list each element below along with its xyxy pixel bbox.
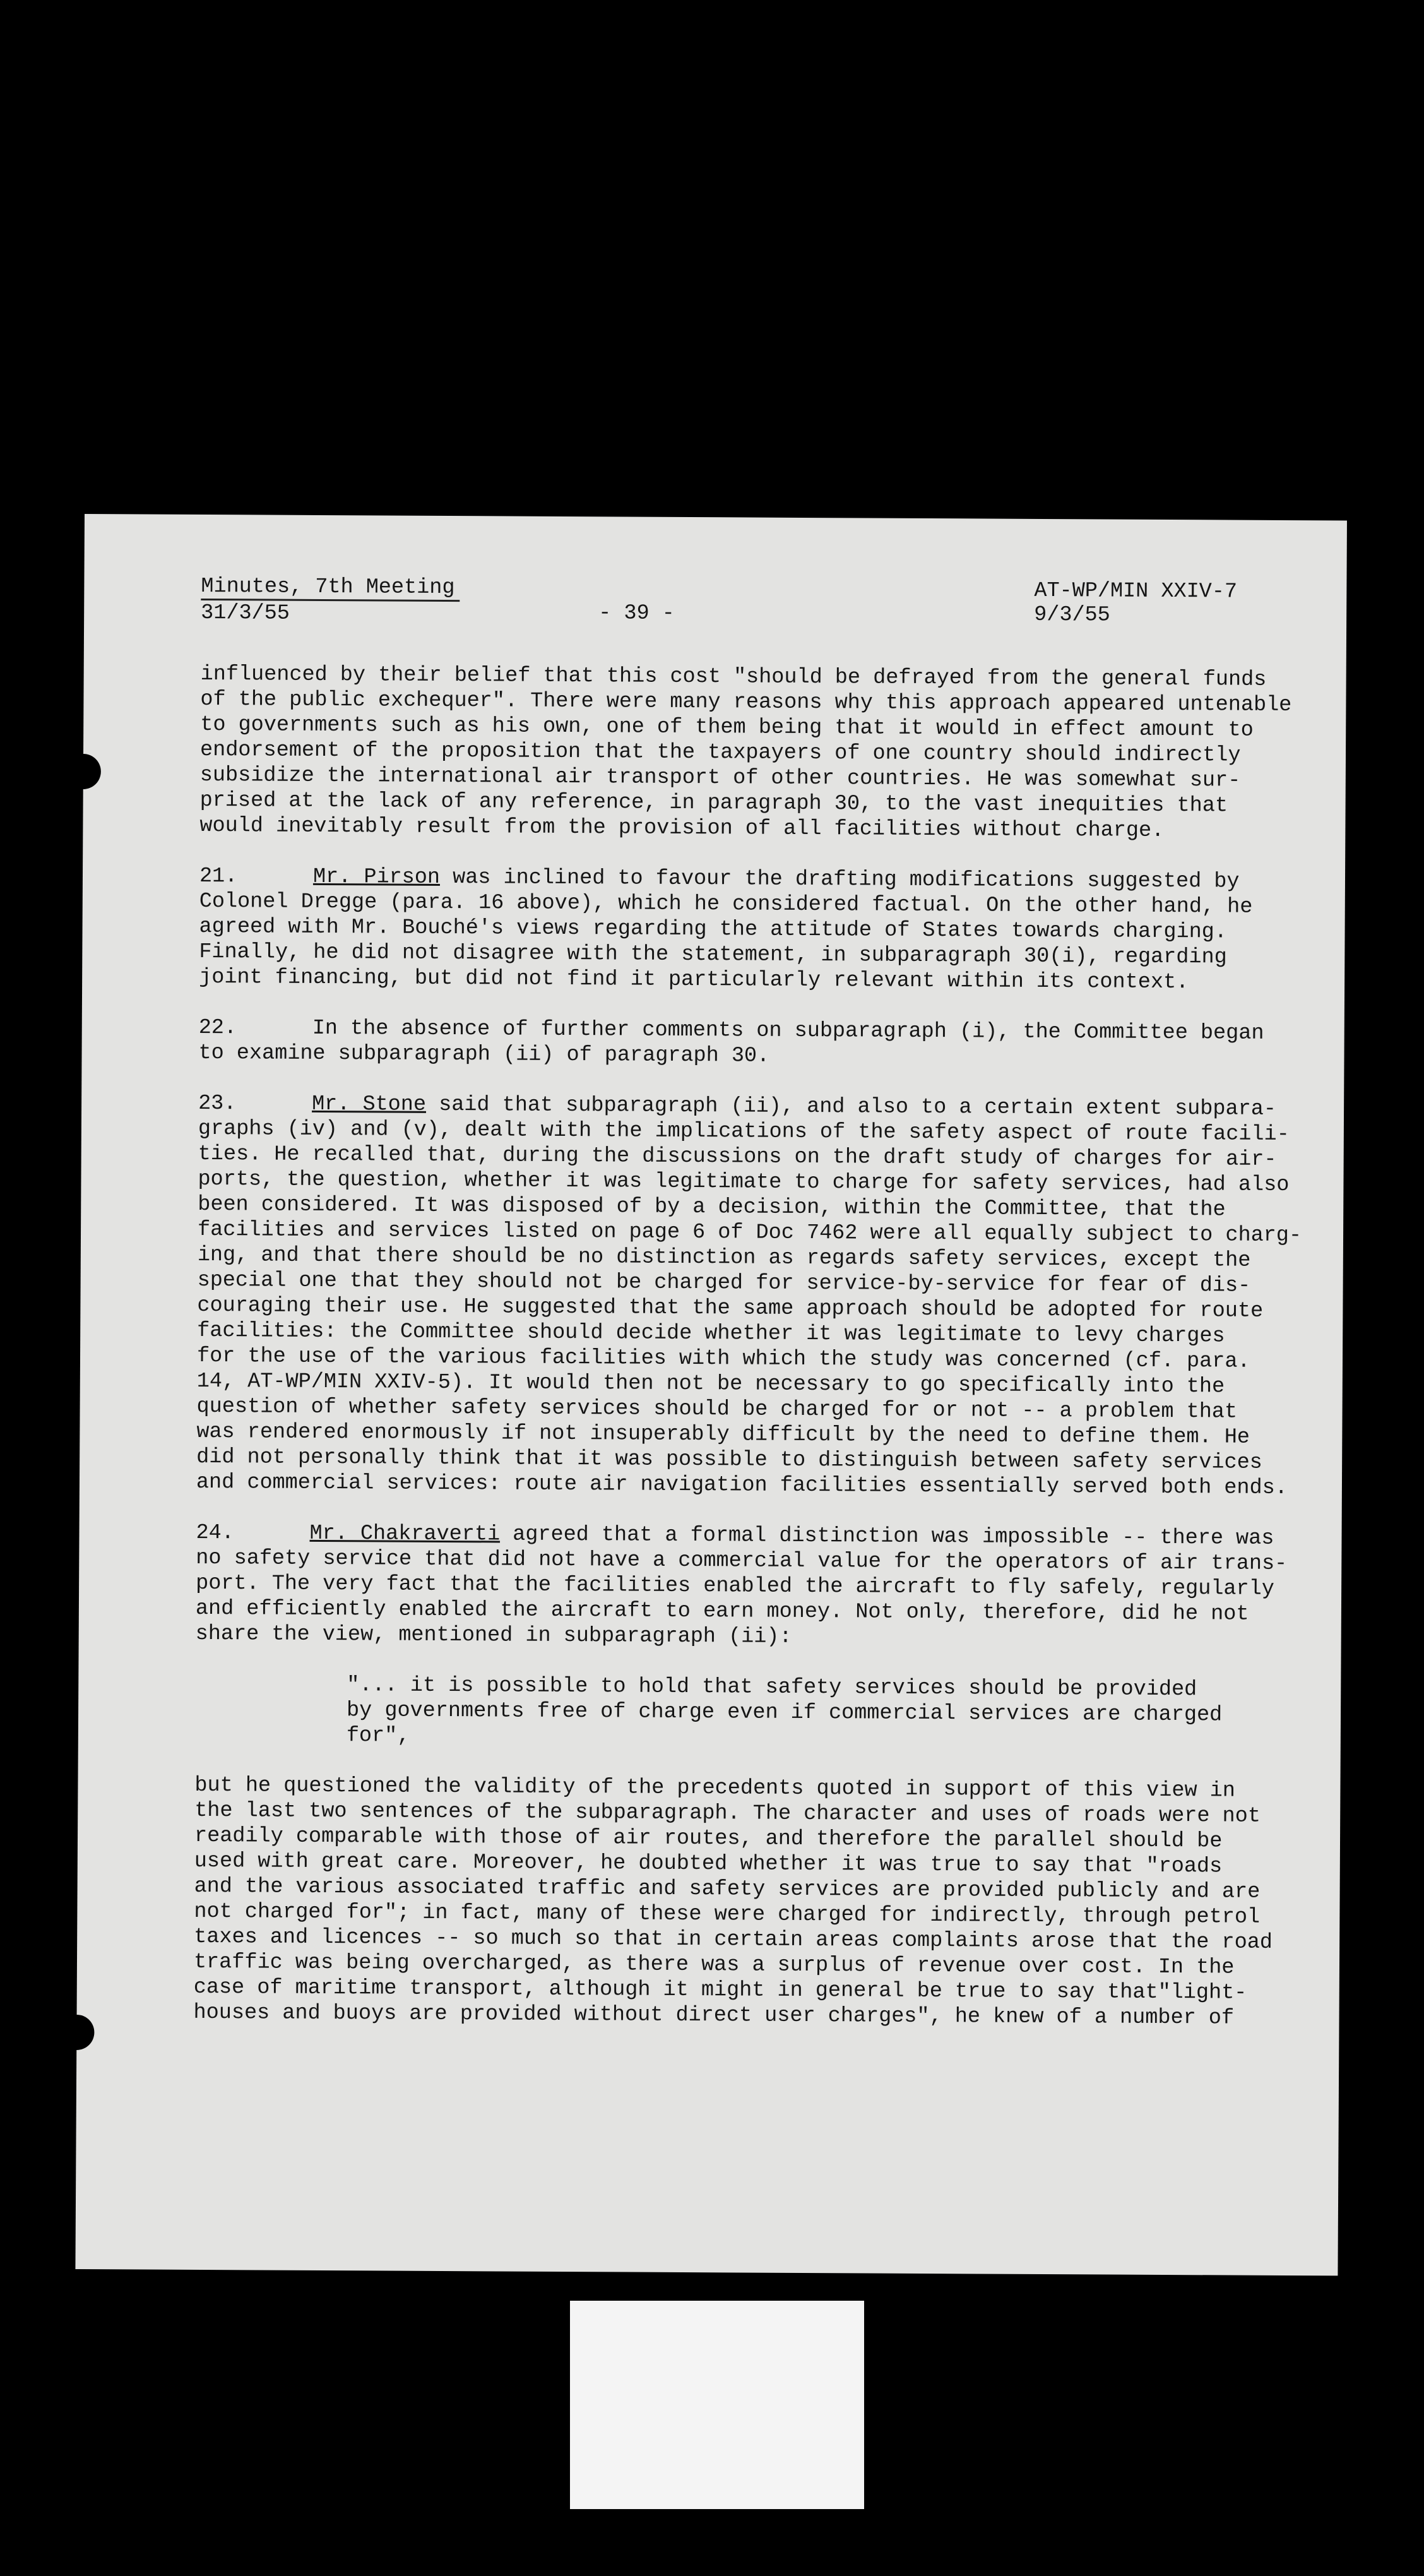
page-number: - 39 -: [598, 601, 675, 626]
quote-line: by governments free of charge even if commercial services are charged: [346, 1698, 1223, 1727]
paragraph-24-continuation: [193, 1773, 1293, 2031]
text-line: case of maritime transport, although it might in general be true to say that"light-: [193, 1975, 1247, 2005]
text-line: facilities and services listed on page 6 of Doc 7462 were all equally subject to charg-: [197, 1217, 1302, 1248]
punch-hole: [59, 2015, 94, 2050]
text-line: but he questioned the validity of the precedents quoted in support of this view in: [194, 1773, 1236, 1803]
meeting-title: Minutes, 7th Meeting: [201, 575, 460, 602]
text-line: graphs (iv) and (v), dealt with the implications of the safety aspect of route facili-: [198, 1116, 1290, 1147]
text-fragment: agreed that a formal distinction was impossible -- there was: [500, 1522, 1274, 1551]
text-fragment: was inclined to favour the drafting modifications suggested by: [439, 865, 1240, 894]
block-quote: [347, 1673, 1294, 1753]
text-line: taxes and licences -- so much so that in certain areas complaints arose that the road: [194, 1924, 1273, 1955]
text-line: 14, AT-WP/MIN XXIV-5). It would then not be necessary to go specifically into the: [196, 1369, 1225, 1399]
text-line: subsidize the international air transport of other countries. He was somewhat sur-: [199, 763, 1241, 793]
text-line: would inevitably result from the provision of all facilities without charge.: [199, 813, 1165, 843]
text-line: houses and buoys are provided without direct user charges", he knew of a number of: [193, 2000, 1235, 2030]
document-date: 9/3/55: [1034, 602, 1110, 628]
text-line: been considered. It was disposed of by a decision, within the Committee, that the: [198, 1192, 1226, 1222]
paragraph-23: [196, 1091, 1302, 1501]
text-line: and efficiently enabled the aircraft to earn money. Not only, therefore, did he not: [195, 1596, 1249, 1626]
punch-hole: [66, 754, 101, 789]
text-line: facilities: the Committee should decide whether it was legitimate to levy charges: [197, 1318, 1225, 1349]
document-reference: AT-WP/MIN XXIV-7: [1034, 578, 1238, 604]
blank-target-card: [570, 2301, 864, 2509]
header-left: [201, 575, 466, 627]
minutes-date: 31/3/55: [201, 600, 290, 626]
text-line: not charged for"; in fact, many of these were charged for indirectly, through petrol: [194, 1899, 1261, 1929]
text-line: Finally, he did not disagree with the statement, in subparagraph 30(i), regarding: [199, 939, 1227, 970]
text-line: Colonel Dregge (para. 16 above), which he considered factual. On the other hand, he: [199, 889, 1253, 919]
text-fragment: In the absence of further comments on subparagraph (i), the Committee began: [312, 1016, 1264, 1046]
text-line: joint financing, but did not find it particularly relevant within its context.: [199, 965, 1189, 995]
page-header: [201, 575, 1302, 637]
paragraph-22: [198, 1015, 1296, 1071]
text-line: did not personally think that it was possible to distinguish between safety services: [196, 1445, 1262, 1475]
text-line: share the view, mentioned in subparagraph (ii):: [195, 1621, 792, 1649]
text-line: to governments such as his own, one of them being that it would in effect amount to: [200, 712, 1254, 742]
text-line: and the various associated traffic and safety services are provided publicly and are: [194, 1874, 1261, 1904]
speaker-name: Mr. Pirson: [312, 864, 441, 890]
text-line: and commercial services: route air navigation facilities essentially served both ends.: [196, 1470, 1288, 1500]
text-line: ing, and that there should be no distinction as regards safety services, except the: [197, 1243, 1251, 1273]
text-line: was rendered enormously if not insuperably difficult by the need to define them. He: [196, 1419, 1250, 1450]
paragraph-21: [199, 864, 1298, 996]
paragraph-continued: [199, 662, 1298, 844]
text-line: agreed with Mr. Bouché's views regarding the attitude of States towards charging.: [199, 914, 1228, 945]
text-line: to examine subparagraph (ii) of paragraph 30.: [198, 1041, 770, 1068]
paragraph-24: [196, 1520, 1295, 1652]
text-line: ports, the question, whether it was legitimate to charge for safety services, had also: [198, 1167, 1290, 1198]
text-line: special one that they should not be charged for service-by-service for fear of dis-: [197, 1268, 1251, 1298]
text-line: port. The very fact that the facilities enabled the aircraft to fly safely, regularly: [196, 1571, 1274, 1601]
speaker-name: Mr. Chakraverti: [309, 1521, 501, 1547]
text-line: couraging their use. He suggested that the same approach should be adopted for route: [197, 1293, 1264, 1323]
document-page: [75, 514, 1347, 2275]
text-line: influenced by their belief that this cost "should be defrayed from the general funds: [200, 662, 1267, 692]
text-line: used with great care. Moreover, he doubted whether it was true to say that "roads: [194, 1849, 1223, 1879]
text-fragment: said that subparagraph (ii), and also to a certain extent subpara-: [425, 1092, 1277, 1121]
text-line: ties. He recalled that, during the discussions on the draft study of charges for air-: [198, 1142, 1277, 1172]
text-line: readily comparable with those of air routes, and therefore the parallel should be: [194, 1823, 1223, 1854]
text-line: prised at the lack of any reference, in paragraph 30, to the vast inequities that: [199, 788, 1228, 818]
speaker-name: Mr. Stone: [312, 1092, 427, 1117]
paragraph-number: 21.: [199, 864, 238, 889]
quote-line: for",: [346, 1724, 410, 1748]
text-line: no safety service that did not have a commercial value for the operators of air trans-: [196, 1546, 1288, 1576]
text-line: the last two sentences of the subparagraph. The character and uses of roads were not: [194, 1798, 1261, 1828]
text-line: question of whether safety services should be charged for or not -- a problem that: [196, 1394, 1238, 1424]
header-right: [1034, 579, 1286, 628]
text-line: of the public exchequer". There were many reasons why this approach appeared untenable: [200, 687, 1292, 718]
text-line: traffic was being overcharged, as there was a surplus of revenue over cost. In the: [193, 1950, 1235, 1980]
paragraph-number: 23.: [198, 1091, 237, 1116]
text-line: for the use of the various facilities with which the study was concerned (cf. para.: [196, 1344, 1250, 1374]
minutes-body: [193, 662, 1302, 2031]
text-line: endorsement of the proposition that the taxpayers of one country should indirectly: [199, 737, 1241, 768]
paragraph-number: 24.: [196, 1520, 234, 1546]
quote-line: "... it is possible to hold that safety services should be provided: [347, 1673, 1197, 1702]
paragraph-number: 22.: [198, 1015, 237, 1041]
